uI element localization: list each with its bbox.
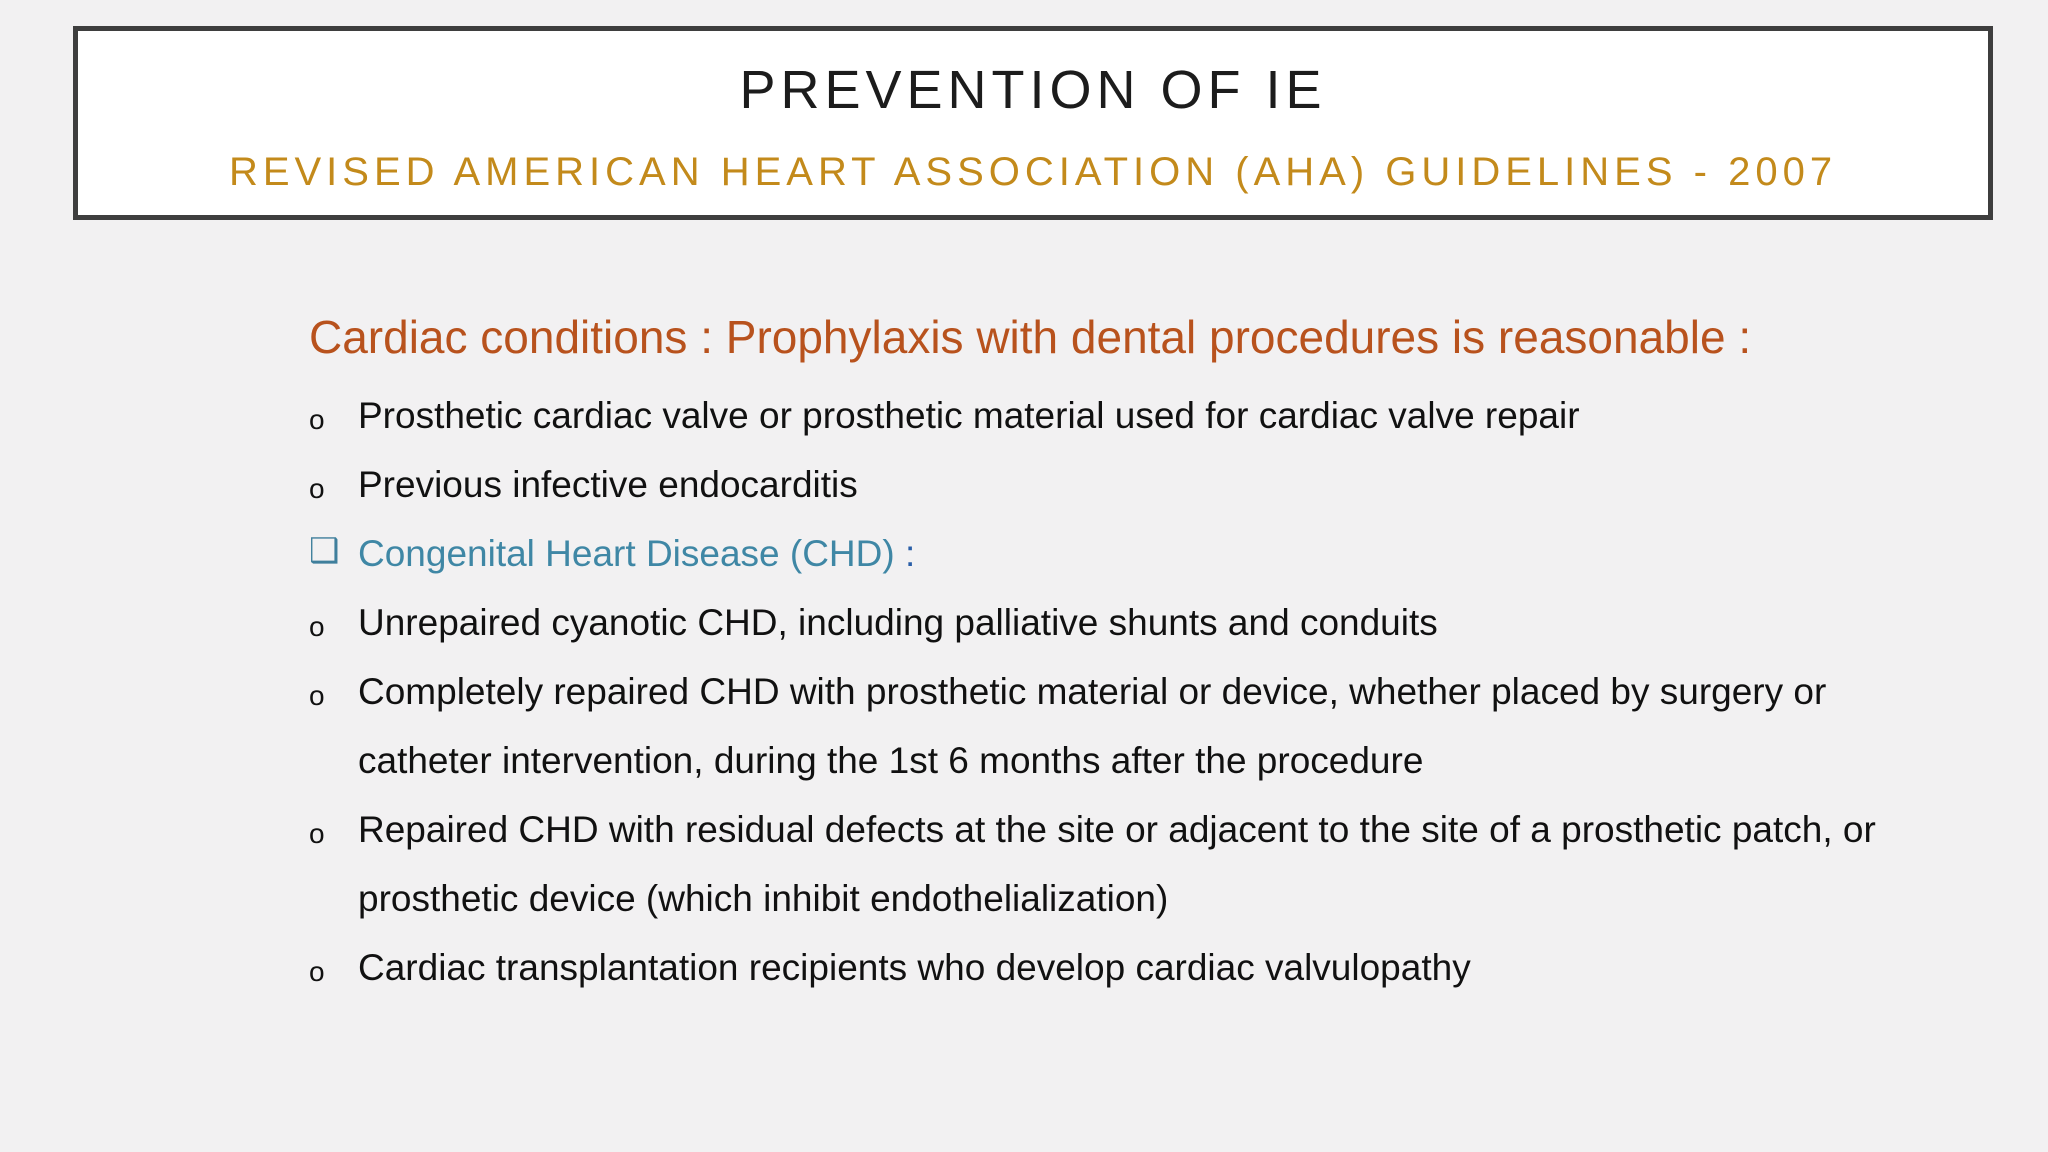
checkbox-bullet-icon: ❑ [309,532,340,570]
list-item-text: Previous infective endocarditis [358,464,858,505]
section-heading: Cardiac conditions : Prophylaxis with dental procedures is reasonable : [309,311,1752,363]
title-box [73,26,1993,220]
list-item [309,795,1949,933]
list-item-text: Congenital Heart Disease (CHD) [358,533,895,574]
circle-bullet-icon: o [309,956,325,987]
slide-subtitle: REVISED AMERICAN HEART ASSOCIATION (AHA) GUIDELINES - 2007 [228,150,1838,194]
slide-content [309,302,1949,1002]
list-item-text: Completely repaired CHD with prosthetic material or device, whether placed by surgery or catheter intervention, during the 1st 6 months after the procedure [358,671,1827,781]
list-item [309,588,1949,657]
circle-bullet-icon: o [309,473,325,504]
list-item [309,450,1949,519]
list-item-text: Unrepaired cyanotic CHD, including palliative shunts and conduits [358,602,1438,643]
list-item-text: Prosthetic cardiac valve or prosthetic material used for cardiac valve repair [358,395,1580,436]
slide-title: PREVENTION OF IE [739,60,1327,120]
list-item-text: Cardiac transplantation recipients who develop cardiac valvulopathy [358,947,1471,988]
bullet-list [309,381,1949,1002]
list-item [309,933,1949,1002]
list-item-colon: : [894,533,916,574]
circle-bullet-icon: o [309,680,325,711]
circle-bullet-icon: o [309,404,325,435]
list-item [309,657,1949,795]
list-item-subheading [309,519,1949,588]
list-item-text: Repaired CHD with residual defects at the site or adjacent to the site of a prosthetic patch, or prosthetic device (which inhibit endothelialization) [358,809,1876,919]
list-item [309,381,1949,450]
circle-bullet-icon: o [309,611,325,642]
circle-bullet-icon: o [309,818,325,849]
